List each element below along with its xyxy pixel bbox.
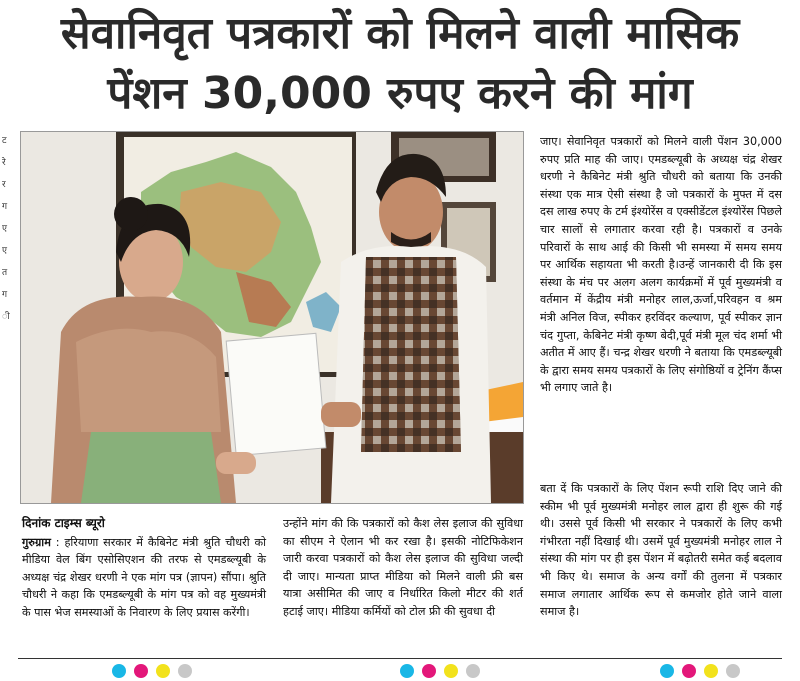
registration-mark [444, 664, 458, 678]
registration-mark [134, 664, 148, 678]
headline-line-1: सेवानिवृत पत्रकारों को मिलने वाली मासिक [60, 8, 740, 59]
article-left-column [22, 515, 266, 622]
middle-column-text: उन्होंने मांग की कि पत्रकारों को कैश लेस इलाज की सुविधा का सीएम ने ऐलान भी कर रखा है। इसकी नोटिफिकेशन जारी करवा पत्रकारों को कैश लेस इलाज की सुविधा जल्दी दी जाए। मान्यता प्राप्त मीडिया को मिलने वाली फ्री बस यात्रा असीमित की जाए व निर्धारित किलो मीटर की शर्त हटाई जाए। मीडिया कर्मियों को टोल फ्री की सुवधा दी [283, 517, 523, 618]
registration-mark [156, 664, 170, 678]
right-column-text-bottom: बता दें कि पत्रकारों के लिए पेंशन रूपी राशि दिए जाने की स्कीम भी पूर्व मुख्यमंत्री मनोहर लाल द्वारा ही शुरू की गई थी। उससे पूर्व किसी भी सरकार ने पत्रकारों के लिए कभी गंभीरता नहीं दिखाई थी। उसमें पूर्व मुख्यमंत्री मनोहर लाल ने संस्था की मांग पर ही इस पेंशन में बढ़ोतरी समेत कई बदलाव भी किए थे। समाज के अन्य वर्गों की तुलना में पत्रकार समाज लगातार आर्थिक रूप से कमजोर होते जाने वाला समाज है। [540, 482, 782, 619]
headline-line-2: पेंशन 30,000 रुपए करने की मांग [107, 68, 693, 119]
registration-mark [466, 664, 480, 678]
registration-mark [178, 664, 192, 678]
registration-mark [422, 664, 436, 678]
byline: दिनांक टाइम्स ब्यूरो [22, 516, 105, 530]
left-column-paragraph: गुरुग्राम : हरियाणा सरकार में कैबिनेट मंत्री श्रुति चौधरी को मीडिया वेल बिंग एसोसिएशन की तरफ से एमडब्ल्यूबी के अध्यक्ष चंद्र शेखर धरणी ने एक मांग पत्र (ज्ञापन) सौंपा। श्रुति चौधरी ने कहा कि एमडब्ल्यूबी के मांग पत्र को वह मुख्यमंत्री के पास भेज समस्याओं के निवारण के लिए प्रयास करेंगी। [22, 535, 266, 619]
registration-mark [660, 664, 674, 678]
dateline: गुरुग्राम [22, 535, 51, 549]
bottom-rule [18, 658, 782, 659]
registration-mark [726, 664, 740, 678]
news-photo [20, 131, 524, 504]
article-right-column-bottom [540, 480, 782, 621]
right-column-text-top: जाए। सेवानिवृत पत्रकारों को मिलने वाली पेंशन 30,000 रुपए प्रति माह की जाए। एमडब्ल्यूबी के अध्यक्ष चंद्र शेखर धरणी ने कैबिनेट मंत्री श्रुति चौधरी को बताया कि उनकी संस्था एक मात्र ऐसी संस्था है जो पत्रकारों के मुफ्त में दस दस लाख रुपए के टर्म इंश्योरेंस व एक्सीडेंटल इंश्योरेंस पिछले चार सालों से लगातार करवा रही है। पत्रकारों व उनके परिवारों के साथ आई की किसी भी समस्या में समय समय पर आर्थिक सहायता भी करती है।उन्हें जानकारी दी कि इस संस्था के मंच पर अलग अलग कार्यक्रमों में पूर्व मुख्यमंत्री व वर्तमान में केंद्रीय मंत्री मनोहर लाल,ऊर्जा,परिवहन व श्रम मंत्री अनिल विज, स्पीकर हरविंदर कल्याण, पूर्व स्पीकर ज्ञान चंद गुप्ता, केबिनेट मंत्री कृष्ण बेदी,पूर्व मंत्री मूल चंद शर्मा भी अतीत में आए हैं। चन्द्र शेखर धरणी ने बताया कि एमडब्ल्यूबी के द्वारा समय समय पत्रकारों के लिए संगोष्ठियों व ट्रेनिंग कैंप्स भी लगाए जाते है। [540, 135, 782, 395]
article-middle-column [283, 515, 523, 621]
left-column-text: हरियाणा सरकार में कैबिनेट मंत्री श्रुति चौधरी को मीडिया वेल बिंग एसोसिएशन की तरफ से एमडब्ल्यूबी के अध्यक्ष चंद्र शेखर धरणी ने एक मांग पत्र (ज्ञापन) सौंपा। श्रुति चौधरी ने कहा कि एमडब्ल्यूबी के मांग पत्र को वह मुख्यमंत्री के पास भेज समस्याओं के निवारण के लिए प्रयास करेंगी। [22, 535, 266, 619]
registration-mark [112, 664, 126, 678]
registration-mark [704, 664, 718, 678]
article-right-column-top [540, 133, 782, 397]
margin-marks: ट रे र ग ए ए त ग ी [2, 136, 10, 322]
registration-mark [400, 664, 414, 678]
registration-mark [682, 664, 696, 678]
